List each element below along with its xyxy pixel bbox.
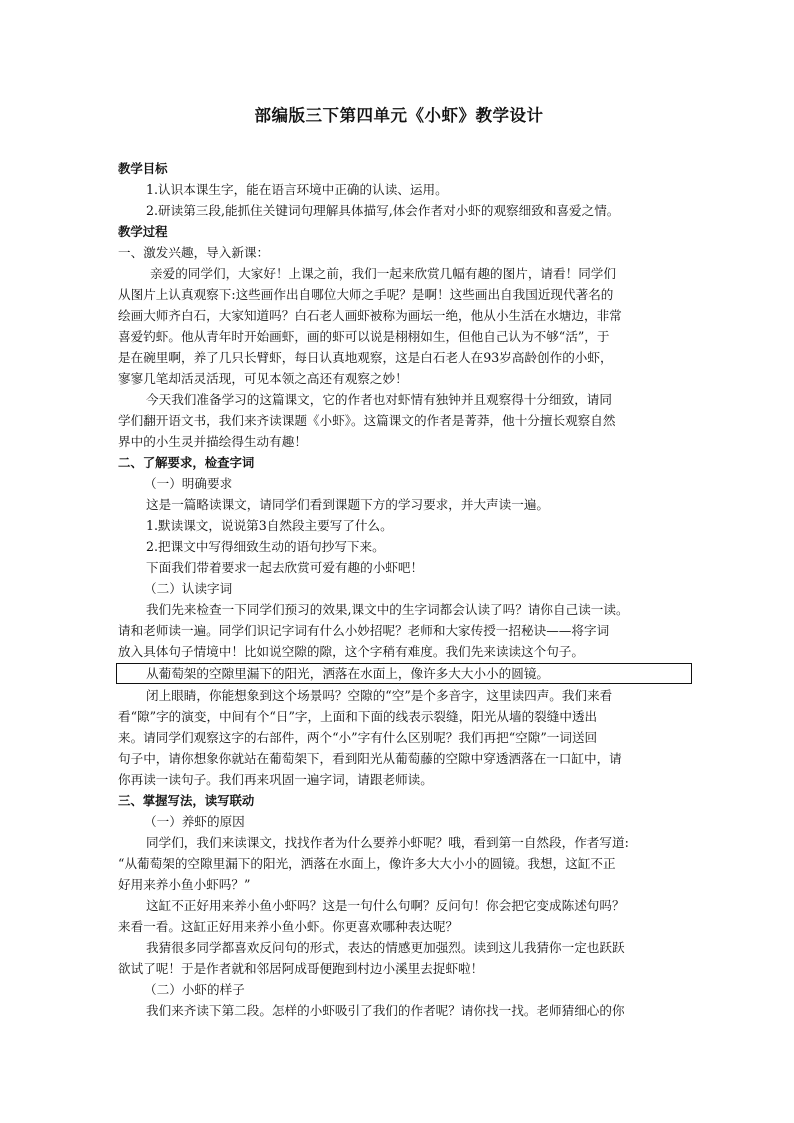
text-line: （二）认读字词 xyxy=(144,581,233,596)
section-heading: 二、了解要求，检查字词 xyxy=(118,455,255,470)
text-line: 2.研读第三段,能抓住关键词句理解具体描写,体会作者对小虾的观察细致和喜爱之情。 xyxy=(146,203,620,218)
text-line: 我猜很多同学都喜欢反问句的形式，表达的情感更加强烈。读到这儿我猜你一定也跃跃 xyxy=(146,940,625,955)
text-line: 学们翻开语文书，我们来齐读课题《小虾》。这篇课文的作者是菁莽，他十分擅长观察自然 xyxy=(118,413,616,428)
text-line: 1.默读课文，说说第3自然段主要写了什么。 xyxy=(146,518,393,533)
text-line: 寥寥几笔却活灵活现，可见本领之高还有观察之妙！ xyxy=(118,371,408,386)
text-line: 2.把课文中写得细致生动的语句抄写下来。 xyxy=(146,539,385,554)
document-page xyxy=(118,100,680,1021)
text-line: 来。请同学们观察这字的右部件，两个“小”字有什么区别呢？我们再把“空隙”一词送回 xyxy=(118,730,598,745)
text-line: （二）小虾的样子 xyxy=(144,982,245,997)
section-heading: 教学目标 xyxy=(118,161,168,176)
text-line: 是在碗里啊，养了几只长臂虾，每日认真地观察，这是白石老人在93岁高龄创作的小虾， xyxy=(118,350,613,365)
text-line: 你再读一读句子。我们再来巩固一遍字词，请跟老师读。 xyxy=(118,772,433,787)
text-line: 闭上眼睛，你能想象到这个场景吗？空隙的“空”是个多音字，这里读四声。我们来看 xyxy=(146,688,613,703)
text-line: 句子中，请你想象你就站在葡萄架下，看到阳光从葡萄藤的空隙中穿透洒落在一口缸中，请 xyxy=(118,751,622,766)
text-line: “从葡萄架的空隙里漏下的阳光，洒落在水面上，像许多大大小小的圆镜。我想，这缸不正 xyxy=(118,856,616,871)
text-line: 绘画大师齐白石，大家知道吗？白石老人画虾被称为画坛一绝，他从小生活在水塘边，非常 xyxy=(118,308,622,323)
text-line: 同学们，我们来读课文，找找作者为什么要养小虾呢？哦，看到第一自然段，作者写道: xyxy=(146,835,629,850)
text-line: 一、激发兴趣，导入新课： xyxy=(118,245,270,260)
document-body xyxy=(118,158,680,1021)
text-line: 从图片上认真观察下:这些画作出自哪位大师之手呢？是啊！这些画出自我国近现代著名的 xyxy=(118,287,614,302)
text-line: 喜爱钓虾。他从青年时开始画虾，画的虾可以说是栩栩如生，但他自己认为不够“活”，于 xyxy=(118,329,610,344)
text-line: 界中的小生灵并描绘得生动有趣！ xyxy=(118,434,307,449)
text-line: 放入具体句子情境中！比如说空隙的隙，这个字稍有难度。我们先来读读这个句子。 xyxy=(118,644,584,659)
text-line: 亲爱的同学们，大家好！上课之前，我们一起来欣赏几幅有趣的图片，请看！同学们 xyxy=(150,266,616,281)
text-line: 这是一篇略读课文，请同学们看到课题下方的学习要求，并大声读一遍。 xyxy=(146,497,549,512)
text-line: （一）明确要求 xyxy=(144,476,233,491)
text-line: 好用来养小鱼小虾吗？” xyxy=(118,877,251,892)
text-line: 下面我们带着要求一起去欣赏可爱有趣的小虾吧！ xyxy=(146,560,424,575)
text-line: 欲试了呢！于是作者就和邻居阿成哥便跑到村边小溪里去捉虾啦！ xyxy=(118,961,484,976)
text-line: 来看一看。这缸正好用来养小鱼小虾。你更喜欢哪种表达呢？ xyxy=(118,919,459,934)
section-heading: 三、掌握写法，读写联动 xyxy=(118,793,255,808)
text-line: 1.认识本课生字，能在语言环境中正确的认读、运用。 xyxy=(146,182,448,197)
text-line: 我们先来检查一下同学们预习的效果,课文中的生字词都会认读了吗？请你自己读一读。 xyxy=(146,602,629,617)
text-line: （一）养虾的原因 xyxy=(144,814,245,829)
text-line: 我们来齐读下第二段。怎样的小虾吸引了我们的作者呢？请你找一找。老师猜细心的你 xyxy=(146,1003,625,1018)
text-line: 请和老师读一遍。同学们识记字词有什么小妙招呢？老师和大家传授一招秘诀——将字词 xyxy=(118,623,610,638)
section-heading: 教学过程 xyxy=(118,224,168,239)
highlighted-sentence: 从葡萄架的空隙里漏下的阳光，洒落在水面上，像许多大大小小的圆镜。 xyxy=(116,663,692,684)
document-title: 部编版三下第四单元《小虾》教学设计 xyxy=(254,106,544,125)
text-line: 今天我们准备学习的这篇课文，它的作者也对虾情有独钟并且观察得十分细致，请同 xyxy=(146,392,612,407)
text-line: 看“隙”字的演变，中间有个“日”字，上面和下面的线表示裂缝，阳光从墙的裂缝中透出 xyxy=(118,709,598,724)
text-line: 这缸不正好用来养小鱼小虾吗？这是一句什么句啊？反问句！你会把它变成陈述句吗？ xyxy=(146,898,625,913)
